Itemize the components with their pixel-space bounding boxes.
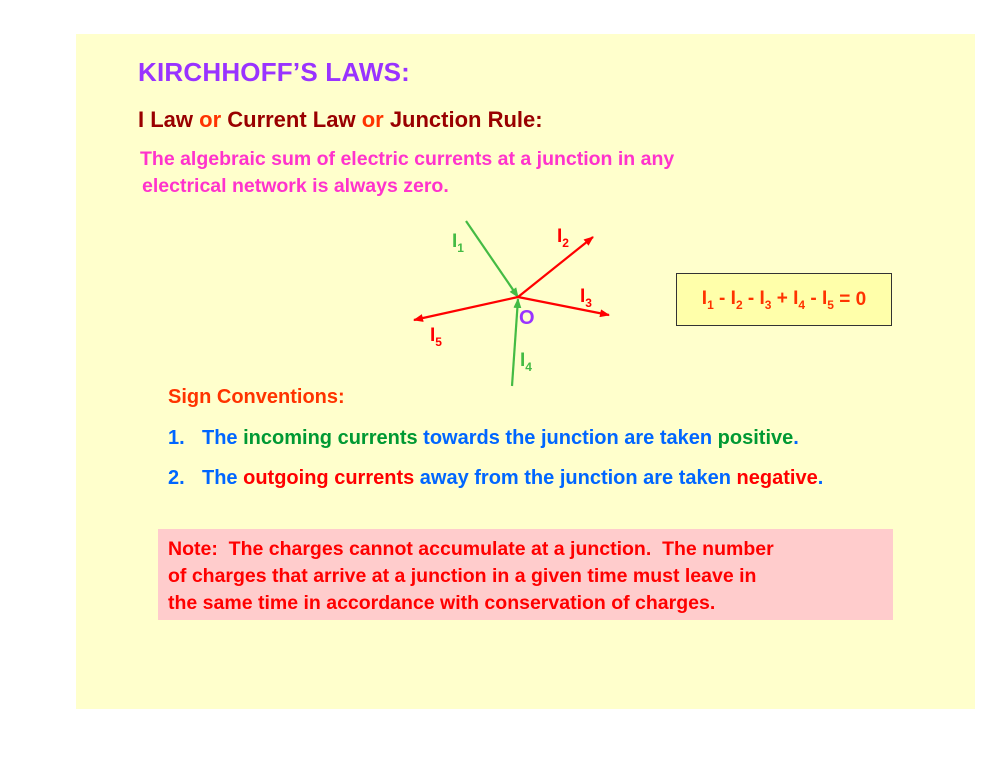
- rule-2-negative: negative: [736, 467, 818, 489]
- eq-term-3: - $I_3$: [742, 287, 772, 312]
- note-box: [158, 529, 893, 620]
- law-line-1: The algebraic sum of electric currents at a junction in any: [140, 148, 675, 170]
- eq-term-1: $I_1$: [701, 287, 714, 312]
- eq-rhs: = 0: [833, 288, 867, 310]
- current-i4-arrow: [512, 299, 518, 386]
- page-title: KIRCHHOFF’S LAWS:: [138, 57, 411, 87]
- current-i1-label: $I_1$: [452, 231, 464, 255]
- rule-2-text-c: away from the junction are taken: [414, 467, 737, 489]
- rule-2-outgoing: outgoing currents: [243, 467, 415, 489]
- subtitle-part-1: I Law: [138, 107, 200, 132]
- rule-1-incoming: incoming currents: [243, 427, 418, 449]
- subtitle-part-2: Current Law: [221, 107, 362, 132]
- current-i3-label: $I_3$: [580, 286, 592, 310]
- rule-1-number: 1.: [168, 427, 185, 449]
- eq-term-4: + $I_4$: [771, 287, 806, 312]
- junction-label: O: [519, 307, 535, 329]
- note-line-1: Note: The charges cannot accumulate at a junction. The number: [168, 538, 774, 560]
- rule-1-positive: positive: [717, 427, 794, 449]
- current-i5-arrow: [414, 297, 518, 320]
- subtitle-or-1: or: [199, 107, 222, 132]
- kcl-equation: [676, 273, 892, 326]
- junction-diagram: [400, 212, 630, 402]
- subtitle-part-3: Junction Rule:: [383, 107, 543, 132]
- current-i2-label: $I_2$: [557, 226, 569, 250]
- current-i5-label: $I_5$: [430, 325, 442, 349]
- note-line-3: the same time in accordance with conservation of charges.: [168, 592, 716, 614]
- eq-term-5: - $I_5$: [805, 287, 834, 312]
- law-statement: [140, 146, 840, 200]
- sign-rule-2: [168, 467, 823, 490]
- rule-2-period: .: [817, 467, 824, 489]
- rule-2-number: 2.: [168, 467, 185, 489]
- sign-conventions-heading: Sign Conventions:: [168, 386, 345, 408]
- rule-2-text-a: The: [202, 467, 244, 489]
- current-i1-arrow: [466, 221, 518, 297]
- eq-term-2: - $I_2$: [713, 287, 743, 312]
- note-line-2: of charges that arrive at a junction in a given time must leave in: [168, 565, 757, 587]
- rule-1-text-a: The: [202, 427, 244, 449]
- rule-1-text-c: towards the junction are taken: [417, 427, 718, 449]
- subtitle-or-2: or: [361, 107, 384, 132]
- sign-rule-1: [168, 427, 799, 450]
- law-line-2: electrical network is always zero.: [142, 175, 449, 197]
- law-subtitle: [138, 107, 543, 133]
- current-i4-label: $I_4$: [520, 350, 532, 374]
- rule-1-period: .: [793, 427, 799, 449]
